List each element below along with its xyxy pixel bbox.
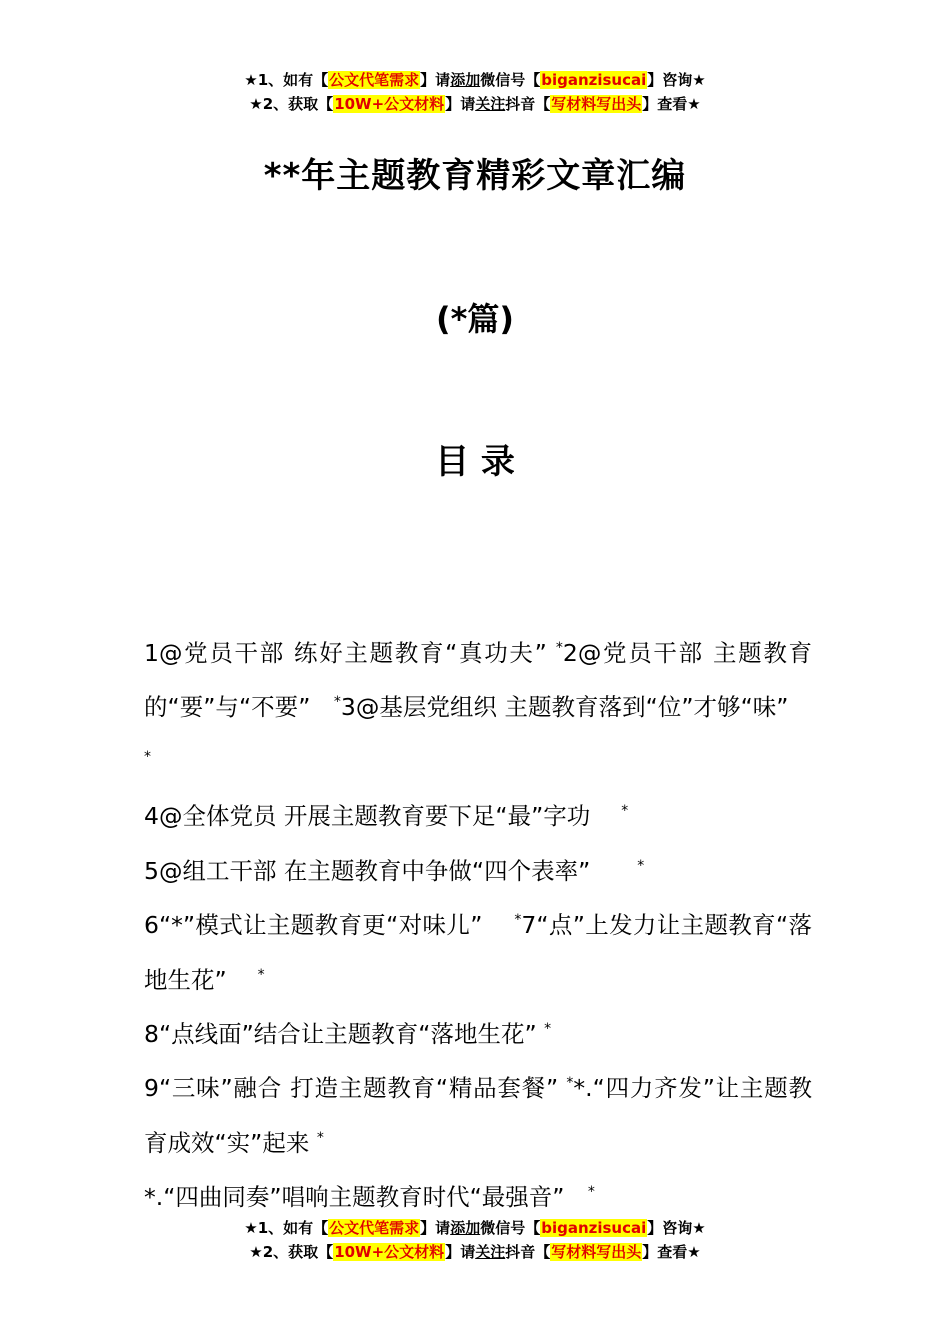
star-icon: * [257,966,265,983]
star-icon: * [333,694,341,711]
star-icon: * [587,1184,595,1201]
banner-line-2: ★2、获取【10W+公文材料】请关注抖音【写材料写出头】查看★ [249,1243,701,1261]
banner-line-1: ★1、如有【公文代笔需求】请添加微信号【biganzisucai】咨询★ [244,1219,706,1237]
toc-entry: 4@全体党员 开展主题教育要下足“最”字功 * [144,802,629,831]
toc-entry: 6“*”模式让主题教育更“对味儿” *7“点”上发力让主题教育“落地生花” * [144,910,812,994]
highlight-materials: 10W+公文材料 [334,95,445,113]
toc-heading: 目 录 [435,442,515,482]
star-icon: * [637,857,645,874]
header-banner [0,68,950,116]
banner-line-2: ★2、获取【10W+公文材料】请关注抖音【写材料写出头】查看★ [249,95,701,113]
banner-line-1: ★1、如有【公文代笔需求】请添加微信号【biganzisucai】咨询★ [244,71,706,89]
highlight-douyin-account: 写材料写出头 [551,1243,642,1261]
highlight-douyin-account: 写材料写出头 [551,95,642,113]
footer-banner [0,1216,950,1264]
toc-entry: 1@党员干部 练好主题教育“真功夫” *2@党员干部 主题教育的“要”与“不要” *3@基层党组织 主题教育落到“位”才够“味” * [144,638,812,765]
toc-entry: 8“点线面”结合让主题教育“落地生花” * [144,1019,552,1048]
highlight-materials: 10W+公文材料 [334,1243,445,1261]
star-icon: * [555,640,563,656]
star-icon: * [544,1020,552,1037]
toc-entry: *.“四曲同奏”唱响主题教育时代“最强音” * [144,1183,595,1212]
document-title: **年主题教育精彩文章汇编 [263,156,687,196]
document-subtitle: (*篇) [436,300,514,338]
star-icon: * [144,748,151,765]
star-icon: * [316,1129,324,1146]
star-icon: * [566,1075,574,1092]
star-icon: * [621,803,629,820]
highlight-wechat-id: biganzisucai [541,1219,647,1237]
star-icon: * [514,912,522,929]
highlight-wechat-id: biganzisucai [541,71,647,89]
highlight-service: 公文代笔需求 [329,71,420,89]
toc-entry: 9“三味”融合 打造主题教育“精品套餐” **.“四力齐发”让主题教育成效“实”起来 * [144,1074,812,1157]
toc-entry: 5@组工干部 在主题教育中争做“四个表率” * [144,856,645,885]
highlight-service: 公文代笔需求 [329,1219,420,1237]
table-of-contents [144,624,812,1223]
